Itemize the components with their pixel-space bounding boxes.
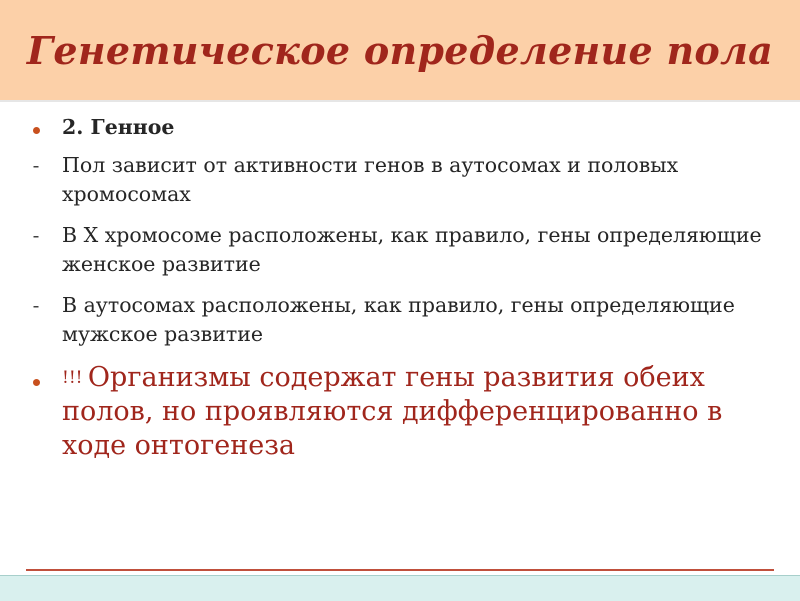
list-item-dash [26, 221, 766, 279]
bullet-icon [26, 361, 46, 395]
dash-marker: - [32, 223, 40, 247]
footer-divider [26, 569, 774, 571]
highlight-text: Организмы содержат гены развития обеих полов, но проявляются дифференцированно в ходе онтогенеза [62, 362, 723, 461]
dash-item-text: В аутосомах расположены, как правило, гены определяющие мужское развитие [62, 293, 735, 346]
dash-item-text: В Х хромосоме расположены, как правило, гены определяющие женское развитие [62, 223, 762, 276]
dash-item-text: Пол зависит от активности генов в аутосомах и половых хромосомах [62, 153, 679, 206]
slide-title: Генетическое определение пола [26, 27, 774, 73]
heading-text: 2. Генное [62, 115, 175, 139]
list-item-dash [26, 291, 766, 349]
dash-marker: - [32, 153, 40, 177]
exclamation-prefix: !!! [62, 368, 88, 388]
title-bar [0, 0, 800, 102]
dash-marker: - [32, 293, 40, 317]
footer-bar [0, 575, 800, 601]
bullet-icon [26, 113, 46, 142]
list-item-highlight [26, 361, 766, 463]
list-item-heading [26, 113, 766, 142]
list-item-dash [26, 151, 766, 209]
content-area [26, 113, 766, 463]
